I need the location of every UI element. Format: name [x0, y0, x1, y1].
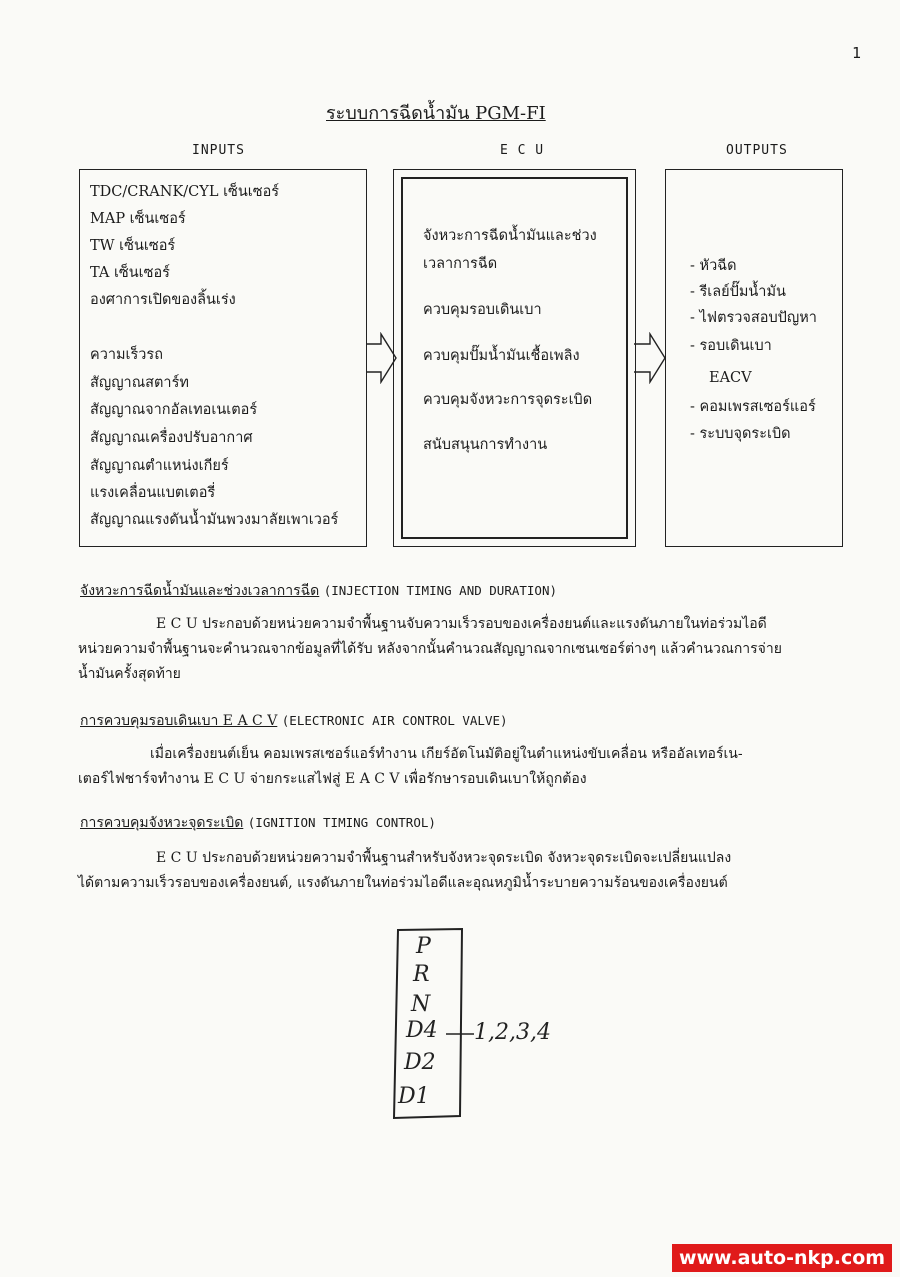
section-heading-th: การควบคุมรอบเดินเบา E A C V: [80, 713, 278, 729]
input-item: ความเร็วรถ: [90, 347, 163, 363]
ecu-function: ควบคุมรอบเดินเบา: [423, 302, 542, 318]
output-item: - รีเลย์ปั๊มน้ำมัน: [690, 284, 786, 300]
gear-position: R: [413, 962, 430, 987]
outputs-header: OUTPUTS: [726, 143, 788, 158]
output-item: EACV: [709, 370, 752, 386]
arrow-ecu-to-outputs: [634, 332, 666, 384]
ecu-function: ควบคุมจังหวะการจุดระเบิด: [423, 392, 593, 408]
section-heading-en: (ELECTRONIC AIR CONTROL VALVE): [281, 713, 508, 728]
input-item: สัญญาณแรงดันน้ำมันพวงมาลัยเพาเวอร์: [90, 512, 339, 528]
paragraph-line: เตอร์ไฟชาร์จทำงาน E C U จ่ายกระแสไฟสู่ E A C V เพื่อรักษารอบเดินเบาให้ถูกต้อง: [78, 771, 587, 787]
gear-note-line: [446, 1030, 476, 1038]
gear-position: P: [416, 934, 431, 959]
input-item: TDC/CRANK/CYL เซ็นเซอร์: [90, 184, 280, 200]
paragraph-line: หน่วยความจำพื้นฐานจะคำนวณจากข้อมูลที่ได้รับ หลังจากนั้นคำนวณสัญญาณจากเซนเซอร์ต่างๆ แล้วคำนวณการจ่าย: [78, 641, 782, 657]
gear-position: D2: [404, 1050, 436, 1075]
input-item: สัญญาณเครื่องปรับอากาศ: [90, 430, 253, 446]
ecu-function: สนับสนุนการทำงาน: [423, 437, 548, 453]
page-title: ระบบการฉีดน้ำมัน PGM-FI: [326, 103, 546, 124]
output-item: - รอบเดินเบา: [690, 338, 772, 354]
output-item: - หัวฉีด: [690, 258, 737, 274]
input-item: สัญญาณจากอัลเทอเนเตอร์: [90, 402, 258, 418]
section-heading: [80, 580, 557, 602]
ecu-function: จังหวะการฉีดน้ำมันและช่วง: [423, 228, 597, 244]
section-heading: [80, 812, 436, 834]
outputs-box: [665, 169, 843, 547]
input-item: แรงเคลื่อนแบตเตอรี่: [90, 485, 216, 501]
output-item: - ไฟตรวจสอบปัญหา: [690, 310, 817, 326]
input-item: องศาการเปิดของลิ้นเร่ง: [90, 292, 236, 308]
section-paragraph: [78, 612, 843, 687]
input-item: TA เซ็นเซอร์: [90, 265, 170, 281]
output-item: - ระบบจุดระเบิด: [690, 426, 791, 442]
arrow-inputs-to-ecu: [367, 332, 397, 384]
watermark: www.auto-nkp.com: [672, 1244, 892, 1272]
input-item: สัญญาณสตาร์ท: [90, 375, 189, 391]
gear-position: N: [411, 992, 431, 1017]
input-item: TW เซ็นเซอร์: [90, 238, 176, 254]
input-item: MAP เซ็นเซอร์: [90, 211, 186, 227]
paragraph-line: น้ำมันครั้งสุดท้าย: [78, 666, 181, 682]
inputs-header: INPUTS: [192, 143, 245, 158]
section-heading-th: การควบคุมจังหวะจุดระเบิด: [80, 815, 244, 831]
gear-position: D4: [406, 1018, 438, 1043]
ecu-header: E C U: [500, 143, 545, 158]
paragraph-line: E C U ประกอบด้วยหน่วยความจำพื้นฐานสำหรับจังหวะจุดระเบิด จังหวะจุดระเบิดจะเปลี่ยนแปลง: [156, 850, 732, 866]
paragraph-line: E C U ประกอบด้วยหน่วยความจำพื้นฐานจับความเร็วรอบของเครื่องยนต์และแรงดันภายในท่อร่วมไอดี: [156, 616, 767, 632]
input-item: สัญญาณตำแหน่งเกียร์: [90, 458, 229, 474]
paragraph-line: ได้ตามความเร็วรอบของเครื่องยนต์, แรงดันภายในท่อร่วมไอดีและอุณหภูมิน้ำระบายความร้อนของเครื่องยนต์: [78, 875, 728, 891]
page-number: 1: [852, 44, 862, 62]
ecu-function: ควบคุมปั๊มน้ำมันเชื้อเพลิง: [423, 348, 580, 364]
gear-position: D1: [398, 1084, 430, 1109]
section-heading: [80, 710, 508, 732]
section-heading-en: (IGNITION TIMING CONTROL): [247, 815, 436, 830]
gear-note: 1,2,3,4: [474, 1020, 551, 1045]
ecu-function: เวลาการฉีด: [423, 256, 498, 272]
section-paragraph: [78, 846, 843, 896]
section-heading-en: (INJECTION TIMING AND DURATION): [323, 583, 558, 598]
section-paragraph: [78, 742, 843, 792]
paragraph-line: เมื่อเครื่องยนต์เย็น คอมเพรสเซอร์แอร์ทำงาน เกียร์อัตโนมัติอยู่ในตำแหน่งขับเคลื่อน หรืออัลเทอร์เน-: [150, 746, 743, 762]
output-item: - คอมเพรสเซอร์แอร์: [690, 399, 816, 415]
section-heading-th: จังหวะการฉีดน้ำมันและช่วงเวลาการฉีด: [80, 583, 320, 599]
